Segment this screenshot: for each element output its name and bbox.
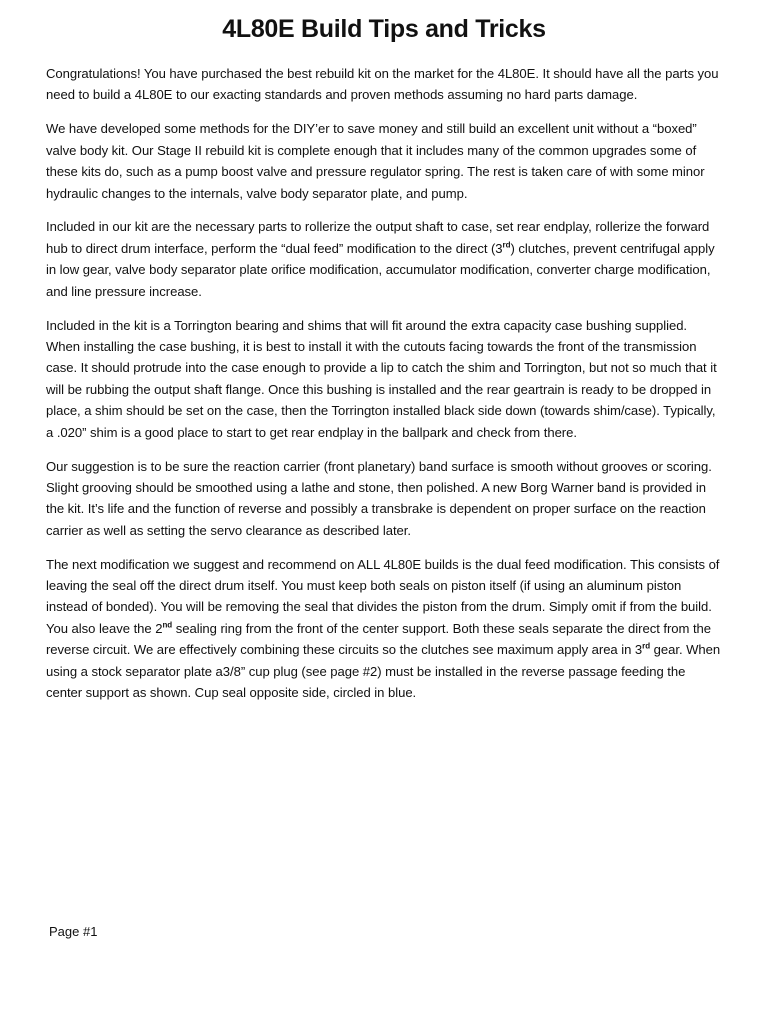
paragraph-diy-methods: We have developed some methods for the DIY’er to save money and still build an excellent unit without a “boxed” valve body kit. Our Stage II rebuild kit is complete enough that it includes many of the common upgrades some of these kits do, such as a pump boost valve and pressure regulator spring. The rest is taken care of with some minor hydraulic changes to the internals, valve body separator plate, and pump.	[46, 121, 705, 201]
paragraph-intro: Congratulations! You have purchased the best rebuild kit on the market for the 4L80E. It should have all the parts you need to build a 4L80E to our exacting standards and proven methods assuming no hard parts damage.	[46, 66, 719, 103]
paragraph-dual-feed-part2: sealing ring from the front of the center support. Both these seals separate the direct from the reverse circuit. We are effectively combining these circuits so the clutches see maximum apply area in 3	[46, 620, 711, 658]
paragraph-reaction-carrier: Our suggestion is to be sure the reaction carrier (front planetary) band surface is smooth without grooves or scoring. Slight grooving should be smoothed using a lathe and stone, then polished. A new Borg Warner band is provided in the kit. It’s life and the function of reverse and possibly a transbrake is dependent on proper surface on the reaction carrier as well as setting the servo clearance as described later.	[46, 458, 712, 538]
paragraph-kit-contents-part2: ) clutches, prevent centrifugal apply in low gear, valve body separator plate orifice modification, accumulator modification, converter charge modification, and line pressure increase.	[46, 240, 715, 299]
superscript-nd: nd	[162, 620, 173, 630]
superscript-rd: rd	[502, 240, 511, 250]
paragraph-dual-feed-part3: gear. When using a stock separator plate a3/8” cup plug (see page #2) must be installed in the reverse passage feeding the center support as shown. Cup seal opposite side, circled in blue.	[46, 642, 721, 701]
document-body	[46, 63, 722, 716]
superscript-rd-gear: rd	[642, 641, 651, 651]
paragraph-torrington-bearing: Included in the kit is a Torrington bearing and shims that will fit around the extra capacity case bushing supplied. When installing the case bushing, it is best to install it with the cutouts facing towards the front of the transmission case. It should protrude into the case enough to provide a lip to catch the shim and Torrington, but not so much that it will be rubbing the output shaft flange. Once this bushing is installed and the rear geartrain is ready to be dropped in place, a shim should be set on the case, then the Torrington installed black side down (towards shim/case). Typically, a .020” shim is a good place to start to get rear endplay in the ballpark and check from there.	[46, 317, 717, 440]
page-number: Page #1	[49, 924, 98, 939]
paragraph-dual-feed	[46, 554, 722, 704]
document-title: 4L80E Build Tips and Tricks	[222, 15, 546, 43]
paragraph-kit-contents-part1: Included in our kit are the necessary parts to rollerize the output shaft to case, set rear endplay, rollerize the forward hub to direct drum interface, perform the “dual feed” modification to the direct (3	[46, 219, 710, 256]
paragraph-dual-feed-part1: The next modification we suggest and recommend on ALL 4L80E builds is the dual feed modification. This consists of leaving the seal off the direct drum itself. You must keep both seals on piston itself (if using an aluminum piston instead of bonded). You will be removing the seal that divides the piston from the drum. Simply omit if from the build. You also leave the 2	[46, 556, 720, 636]
paragraph-kit-contents	[46, 216, 722, 302]
